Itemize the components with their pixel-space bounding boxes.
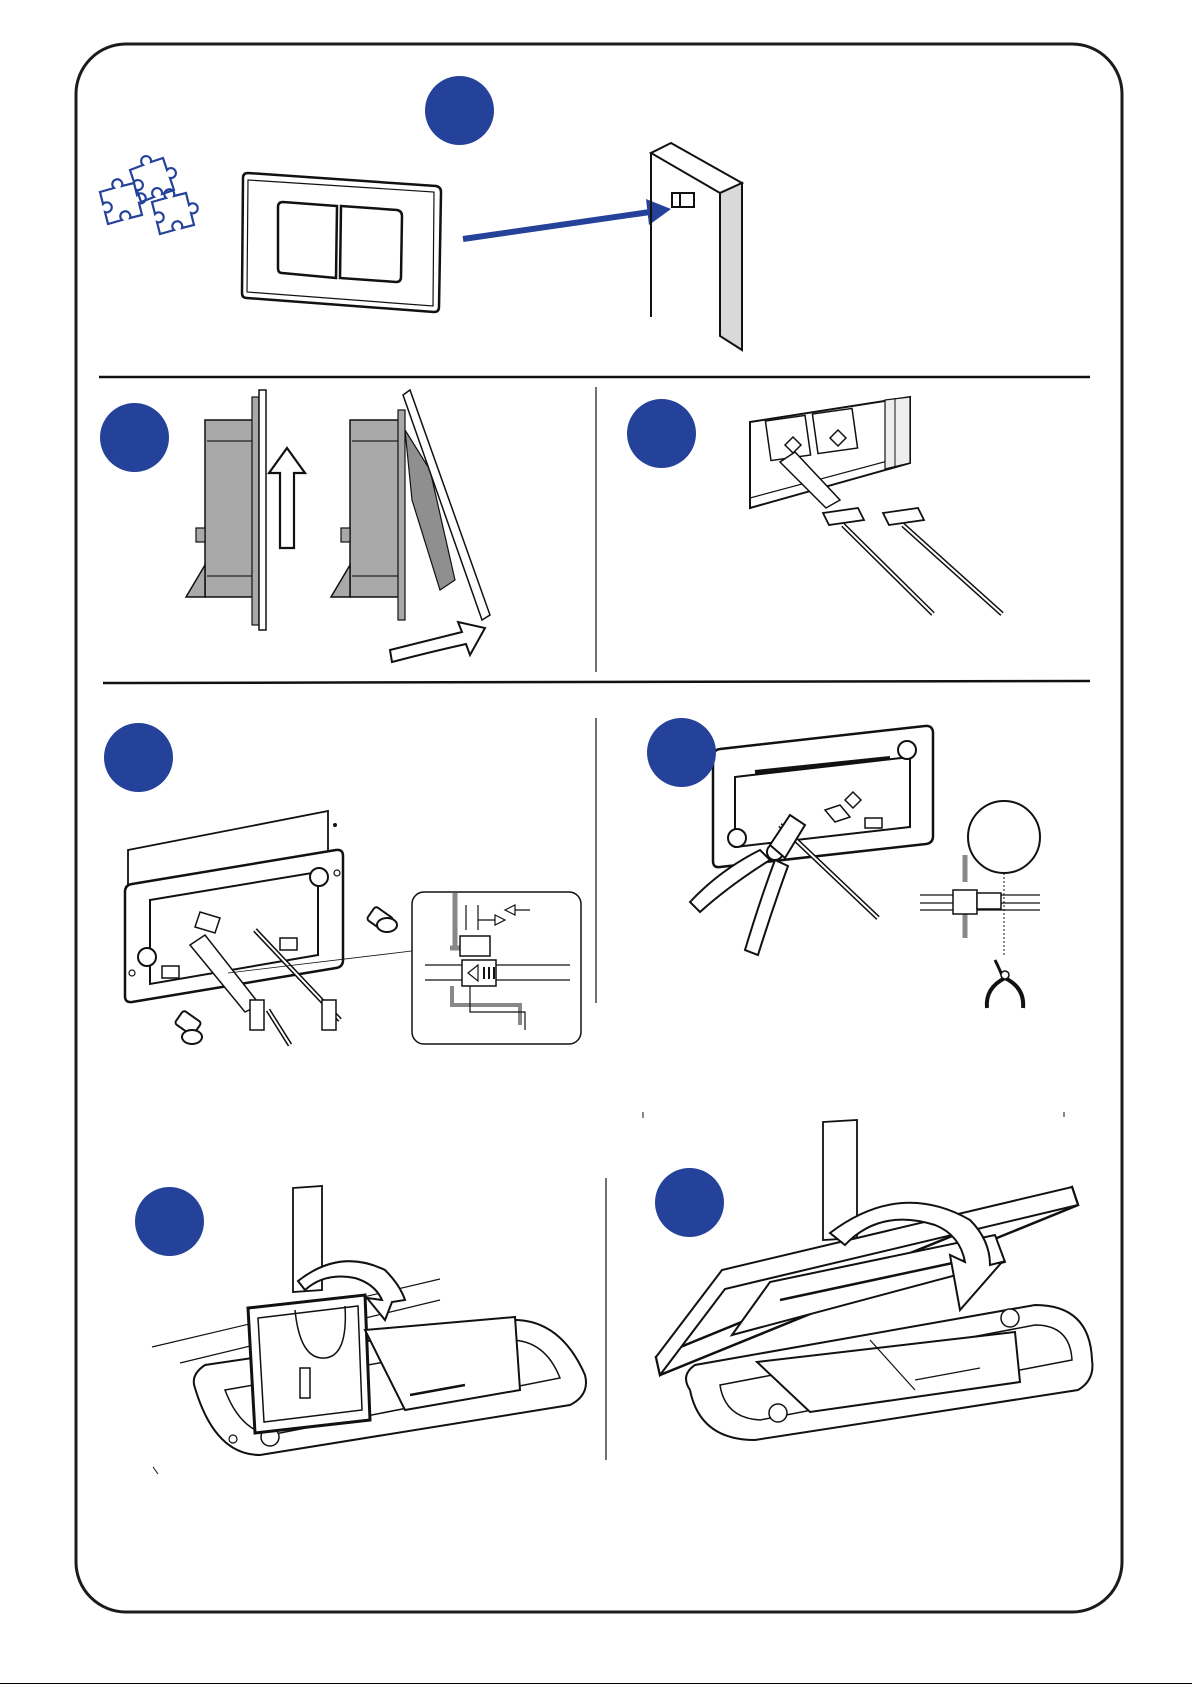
step-6-illustration	[152, 1186, 586, 1455]
screw-icon	[366, 906, 397, 932]
step-3-illustration	[750, 397, 1002, 614]
step-badge-1	[425, 76, 494, 145]
divider-middle	[103, 681, 1090, 683]
step-badge-7	[655, 1168, 724, 1237]
page-bottom-edge	[0, 1683, 1192, 1684]
step-badge-5	[647, 718, 716, 787]
pliers-icon	[987, 960, 1023, 1008]
puzzle-icon	[100, 156, 198, 234]
arrow-icon	[463, 199, 671, 239]
step-2-illustration	[186, 390, 490, 662]
rotate-arrow-icon	[390, 622, 485, 662]
step-badge-4	[104, 723, 173, 792]
step-1-illustration	[100, 143, 742, 350]
step-4-illustration	[125, 811, 581, 1045]
step-badge-6	[135, 1187, 204, 1256]
step-5-illustration	[690, 726, 1040, 1008]
screw-icon	[174, 1010, 202, 1044]
step-badge-3	[627, 399, 696, 468]
wall-frame	[651, 143, 742, 350]
step-7-illustration	[656, 1120, 1092, 1440]
detail-circle	[968, 801, 1040, 873]
step-badge-2	[100, 403, 169, 472]
flush-plate	[242, 173, 441, 312]
